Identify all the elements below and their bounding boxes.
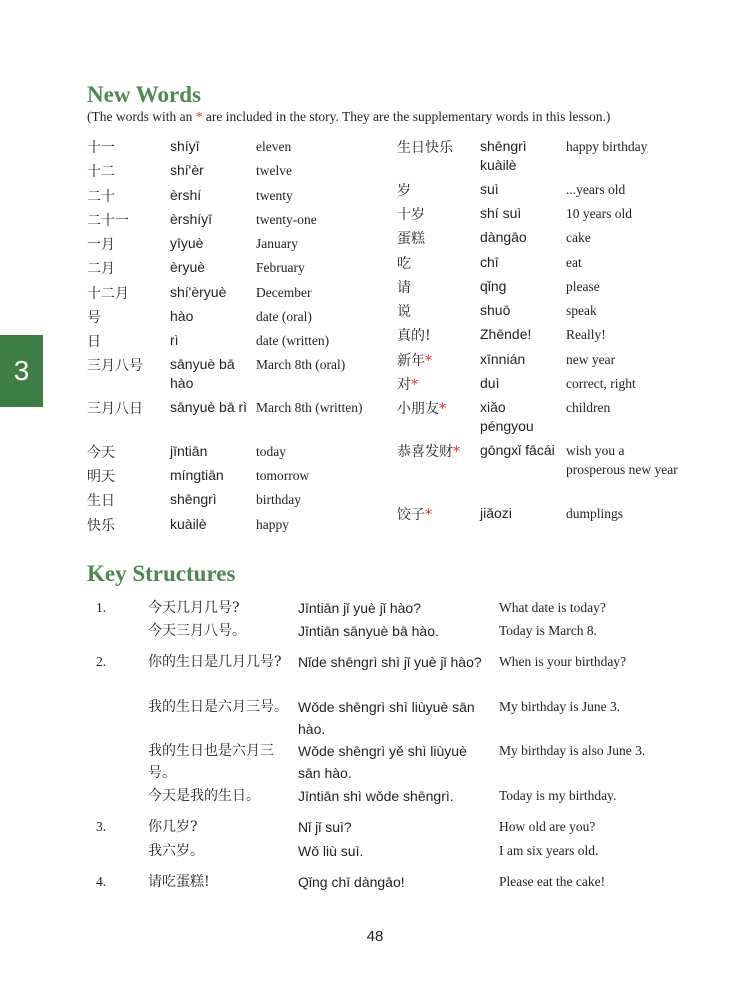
vocab-hanzi: 明天 [87,469,115,485]
vocab-hanzi: 今天 [87,445,115,461]
vocab-hanzi: 二月 [87,261,115,277]
vocab-pinyin: jiǎozi [480,505,512,521]
vocab-pinyin: gōngxǐ fācái [480,442,555,458]
example-pinyin: Wǒ liù suì. [298,843,364,859]
vocab-hanzi: 日 [87,334,101,350]
example-translation: Please eat the cake! [499,874,606,889]
vocab-hanzi-text: 对 [397,377,411,393]
vocab-pinyin: èrshí [170,187,202,203]
supplementary-star: * [439,401,446,417]
example-pinyin: Wǒde shēngrì yě shì liùyuè sān hào. [298,743,467,781]
new-words-heading: New Words [87,82,201,107]
vocab-meaning: correct, right [566,376,636,391]
vocab-hanzi [397,137,453,157]
page-number: 48 [366,928,384,945]
vocab-hanzi [397,374,418,394]
vocab-pinyin: xiǎo péngyou [480,399,534,434]
example-hanzi: 你几岁? [148,819,198,835]
example-pinyin: Qǐng chī dàngāo! [298,874,405,890]
supplementary-star: * [425,353,432,369]
example-hanzi: 请吃蛋糕! [148,874,210,890]
vocab-pinyin: shí'èr [170,162,204,178]
note-text-after: are included in the story. They are the supplementary words in this lesson.) [202,109,611,124]
vocab-meaning: Really! [566,327,606,342]
vocab-hanzi: 生日 [87,493,115,509]
example-translation: What date is today? [499,600,606,615]
vocab-hanzi-text: 岁 [397,183,411,199]
vocab-pinyin: yīyuè [170,235,204,251]
vocab-pinyin: Zhēnde! [480,326,532,342]
example-hanzi: 我的生日也是六月三号。 [148,743,274,781]
vocab-pinyin: sānyuè bā hào [170,356,235,391]
example-pinyin: Nǐde shēngrì shì jǐ yuè jǐ hào? [298,654,482,670]
vocab-hanzi [397,277,411,297]
vocab-hanzi-text: 请 [397,280,411,296]
vocab-meaning: ...years old [566,182,626,197]
vocab-hanzi [397,253,411,273]
vocab-meaning: tomorrow [256,468,310,483]
example-pinyin: Wǒde shēngrì shì liùyuè sān hào. [298,699,475,737]
vocab-hanzi-text: 小朋友 [397,401,439,417]
vocab-meaning: speak [566,303,597,318]
vocab-hanzi-text: 吃 [397,256,411,272]
item-number: 2. [96,654,107,669]
vocab-hanzi-text: 恭喜发财 [397,444,453,460]
item-number: 3. [96,819,107,834]
vocab-meaning: twenty [256,188,293,203]
vocab-meaning: February [256,260,305,275]
vocab-meaning: March 8th (oral) [256,357,346,372]
vocab-meaning: children [566,400,611,415]
vocab-pinyin: kuàilè [170,516,207,532]
vocab-meaning: happy [256,517,289,532]
vocab-hanzi: 三月八日 [87,401,143,417]
vocab-pinyin: rì [170,332,179,348]
vocab-hanzi [397,228,425,248]
vocab-hanzi: 十一 [87,140,115,156]
vocab-hanzi-text: 饺子 [397,507,425,523]
vocab-hanzi: 十二月 [87,286,129,302]
vocab-meaning: eat [566,255,582,270]
vocab-hanzi [397,301,411,321]
vocab-hanzi: 十二 [87,164,115,180]
example-translation: How old are you? [499,819,596,834]
key-structures-heading: Key Structures [87,561,236,586]
example-pinyin: Nǐ jǐ suì? [298,819,352,835]
vocab-meaning: today [256,444,286,459]
example-translation: I am six years old. [499,843,599,858]
example-translation: My birthday is June 3. [499,699,621,714]
vocab-pinyin: shēngrì kuàilè [480,138,527,173]
example-hanzi: 今天几月几号? [148,600,240,616]
example-hanzi: 我的生日是六月三号。 [148,699,288,715]
example-pinyin: Jīntiān shì wǒde shēngrì. [298,788,454,804]
vocab-pinyin: chī [480,254,499,270]
vocab-pinyin: míngtiān [170,467,224,483]
vocab-meaning: new year [566,352,616,367]
vocab-hanzi-text: 真的! [397,328,431,344]
vocab-hanzi [397,441,460,461]
example-translation: When is your birthday? [499,654,627,669]
example-pinyin: Jīntiān sānyuè bā hào. [298,623,439,639]
example-hanzi: 你的生日是几月几号? [148,654,282,670]
example-translation: My birthday is also June 3. [499,743,646,758]
vocab-meaning: 10 years old [566,206,632,221]
vocab-hanzi [397,350,432,370]
vocab-pinyin: shí'èryuè [170,284,227,300]
item-number: 4. [96,874,107,889]
vocab-hanzi-text: 生日快乐 [397,140,453,156]
vocab-hanzi: 三月八号 [87,358,143,374]
vocab-pinyin: shēngrì [170,491,217,507]
vocab-pinyin: shuō [480,302,511,318]
vocab-meaning: December [256,285,312,300]
vocab-pinyin: hào [170,308,194,324]
vocab-meaning: date (oral) [256,309,312,324]
vocab-meaning: eleven [256,139,292,154]
vocab-hanzi-text: 蛋糕 [397,231,425,247]
example-translation: Today is my birthday. [499,788,617,803]
vocab-meaning: dumplings [566,506,624,521]
note-star: * [195,109,203,124]
vocab-pinyin: xīnnián [480,351,526,367]
vocab-meaning: birthday [256,492,301,507]
supplementary-star: * [411,377,418,393]
new-words-note [87,109,610,125]
vocab-pinyin: shíyī [170,138,200,154]
vocab-pinyin: duì [480,375,500,391]
vocab-hanzi: 号 [87,310,101,326]
example-hanzi: 我六岁。 [148,843,204,859]
vocab-hanzi-text: 十岁 [397,207,425,223]
supplementary-star: * [425,507,432,523]
vocab-meaning: March 8th (written) [256,400,363,415]
vocab-pinyin: èrshíyī [170,211,213,227]
vocab-meaning: please [566,279,600,294]
vocab-hanzi: 一月 [87,237,115,253]
vocab-meaning: twelve [256,163,292,178]
example-hanzi: 今天是我的生日。 [148,788,260,804]
chapter-tab: 3 [0,335,43,407]
vocab-hanzi [397,325,431,345]
vocab-hanzi: 快乐 [87,518,115,534]
example-translation: Today is March 8. [499,623,598,638]
vocab-meaning: cake [566,230,591,245]
supplementary-star: * [453,444,460,460]
item-number: 1. [96,600,107,615]
vocab-hanzi [397,204,425,224]
vocab-meaning: wish you a prosperous new year [566,443,678,477]
vocab-pinyin: dàngāo [480,229,527,245]
example-pinyin: Jīntiān jǐ yuè jǐ hào? [298,600,421,616]
vocab-hanzi-text: 新年 [397,353,425,369]
vocab-meaning: twenty-one [256,212,317,227]
vocab-pinyin: jīntiān [170,443,208,459]
vocab-pinyin: sānyuè bā rì [170,399,248,415]
vocab-hanzi-text: 说 [397,304,411,320]
vocab-pinyin: suì [480,181,499,197]
vocab-meaning: date (written) [256,333,330,348]
vocab-pinyin: qǐng [480,278,507,294]
vocab-meaning: happy birthday [566,139,648,154]
vocab-hanzi [397,504,432,524]
vocab-pinyin: shí suì [480,205,522,221]
vocab-hanzi: 二十一 [87,213,129,229]
vocab-meaning: January [256,236,298,251]
vocab-pinyin: èryuè [170,259,206,275]
note-text-before: (The words with an [87,109,196,124]
example-hanzi: 今天三月八号。 [148,623,246,639]
vocab-hanzi: 二十 [87,189,115,205]
vocab-hanzi [397,180,411,200]
vocab-hanzi [397,398,446,418]
